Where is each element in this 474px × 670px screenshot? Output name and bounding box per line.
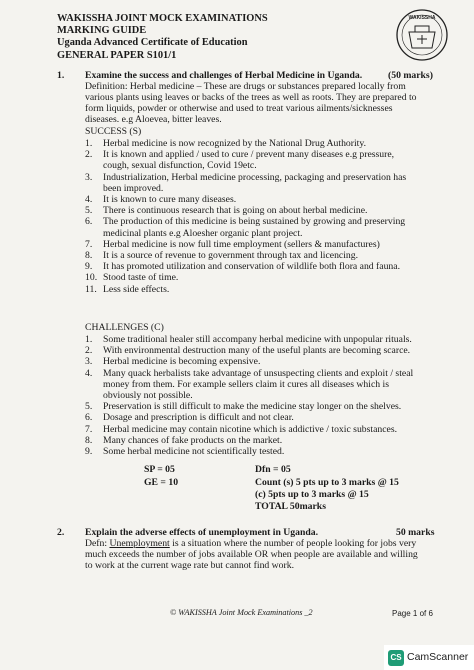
header-paper-code: GENERAL PAPER S101/1: [57, 49, 177, 61]
challenge-item-text: Herbal medicine is becoming expensive.: [103, 356, 261, 368]
success-item-text: It is known to cure many diseases.: [103, 194, 237, 205]
svg-text:WAKISSHA: WAKISSHA: [408, 15, 436, 21]
score-c: (c) 5pts up to 3 marks @ 15: [255, 489, 369, 500]
challenge-item-number: 8.: [85, 434, 93, 446]
q1-number: 1.: [57, 70, 65, 81]
q1-definition-line: Definition: Herbal medicine – These are drugs or substances prepared locally from: [85, 81, 406, 92]
document-header: [57, 13, 268, 62]
challenge-item-number: 7.: [85, 423, 93, 435]
success-item-number: 6.: [85, 216, 93, 228]
success-item-number: 3.: [85, 171, 93, 183]
footer-copyright: © WAKISSHA Joint Mock Examinations _2: [170, 608, 313, 617]
challenges-heading: CHALLENGES (C): [85, 322, 164, 333]
challenge-item-text: Dosage and prescription is difficult and not clear.: [103, 412, 294, 424]
success-item-text: Stood taste of time.: [103, 272, 179, 284]
success-item-text: It has promoted utilization and conservation of wildlife both flora and fauna.: [103, 261, 400, 273]
challenge-item-number: 2.: [85, 345, 93, 357]
success-item-text: There is continuous research that is going on about herbal medicine.: [103, 205, 368, 217]
challenge-item-text: Herbal medicine may contain nicotine which is addictive / toxic substances.: [103, 423, 398, 435]
header-certificate: Uganda Advanced Certificate of Education: [57, 37, 248, 49]
q2-marks: 50 marks: [396, 527, 435, 538]
success-item-text: Herbal medicine is now recognized by the National Drug Authority.: [103, 138, 367, 149]
q1-marks: (50 marks): [388, 70, 433, 81]
q2-definition-line: to work at the current wage rate but cannot find work.: [85, 560, 295, 571]
challenge-item-number: 6.: [85, 412, 93, 424]
score-ge: GE = 10: [144, 477, 179, 488]
success-item-text: Industrialization, Herbal medicine processing, packaging and preservation has: [103, 171, 407, 183]
camscanner-text: CamScanner: [407, 651, 469, 663]
q2-question: Explain the adverse effects of unemployment in Uganda.: [85, 527, 319, 538]
success-item-text: The production of this medicine is being sustained by growing and preserving: [103, 216, 406, 228]
challenge-item-text: Many chances of fake products on the market.: [103, 434, 283, 446]
score-dfn: Dfn = 05: [255, 464, 291, 475]
challenge-item-number: 9.: [85, 446, 93, 457]
score-total: TOTAL 50marks: [255, 501, 326, 512]
success-item-number: 9.: [85, 261, 93, 273]
success-item-number: 11.: [85, 283, 97, 295]
challenge-item-text: Preservation is still difficult to make the medicine stay longer on the shelves.: [103, 401, 402, 413]
challenge-item-text: Many quack herbalists take advantage of unsuspecting clients and exploit / steal: [103, 367, 414, 379]
q1-definition-line: various plants using leaves or backs of the trees as well as roots. They are prepared to: [85, 92, 417, 103]
q1-definition-line: form liquids, powder or otherwise and used to treat various ailments/sicknesses: [85, 103, 393, 114]
score-sp: SP = 05: [144, 464, 175, 475]
success-item-text: cough, sexual disfunction, Covid 19etc.: [103, 160, 257, 172]
score-count: Count (s) 5 pts up to 3 marks @ 15: [255, 477, 399, 488]
challenge-item-text: Some traditional healer still accompany herbal medicine with unpopular rituals.: [103, 334, 412, 345]
wakissha-logo: [395, 8, 449, 62]
success-item-number: 5.: [85, 205, 93, 217]
header-exam-title: WAKISSHA JOINT MOCK EXAMINATIONS: [57, 13, 268, 24]
q2-definition-text: is a situation where the number of people looking for jobs very: [169, 538, 417, 549]
challenge-item-number: 3.: [85, 356, 93, 368]
success-item-number: 8.: [85, 250, 93, 261]
header-marking-guide: MARKING GUIDE: [57, 25, 147, 37]
success-item-text: It is a source of revenue to government through tax and licencing.: [103, 250, 359, 261]
success-item-number: 7.: [85, 238, 93, 250]
success-item-text: been improved.: [103, 182, 164, 194]
success-item-text: medicinal plants e.g Aloesher organic plant project.: [103, 227, 303, 239]
challenge-item-number: 1.: [85, 334, 93, 345]
success-item-number: 4.: [85, 194, 93, 205]
success-item-number: 1.: [85, 138, 93, 149]
challenge-item-number: 5.: [85, 401, 93, 413]
q2-definition-line: much exceeds the number of jobs available OR when people are available and willing: [85, 549, 418, 560]
challenge-item-text: money from them. For example sellers claim it cures all diseases which is: [103, 378, 389, 390]
challenge-item-text: obviously not possible.: [103, 390, 193, 401]
challenge-item-text: With environmental destruction many of the useful plants are becoming scarce.: [103, 345, 411, 357]
q2-definition-line: [85, 538, 416, 549]
camscanner-logo: CS: [388, 650, 404, 666]
footer-page-number: Page 1 of 6: [392, 609, 433, 618]
success-item-number: 10.: [85, 272, 98, 284]
success-item-text: Less side effects.: [103, 283, 170, 295]
success-item-text: Herbal medicine is now full time employment (sellers & manufactures): [103, 238, 380, 250]
q2-dfn-term: Unemployment: [109, 538, 170, 549]
q2-dfn-label: Defn:: [85, 538, 108, 549]
q1-question: Examine the success and challenges of Herbal Medicine in Uganda.: [85, 70, 363, 81]
success-item-text: It is known and applied / used to cure / prevent many diseases e.g pressure,: [103, 149, 395, 161]
challenge-item-number: 4.: [85, 367, 93, 379]
camscanner-watermark: [384, 645, 474, 670]
success-item-number: 2.: [85, 149, 93, 161]
q2-number: 2.: [57, 527, 65, 538]
q1-definition-line: diseases. e.g Aloevea, bitter leaves.: [85, 114, 222, 125]
success-heading: SUCCESS (S): [85, 126, 142, 137]
challenge-item-text: Some herbal medicine not scientifically tested.: [103, 446, 285, 457]
